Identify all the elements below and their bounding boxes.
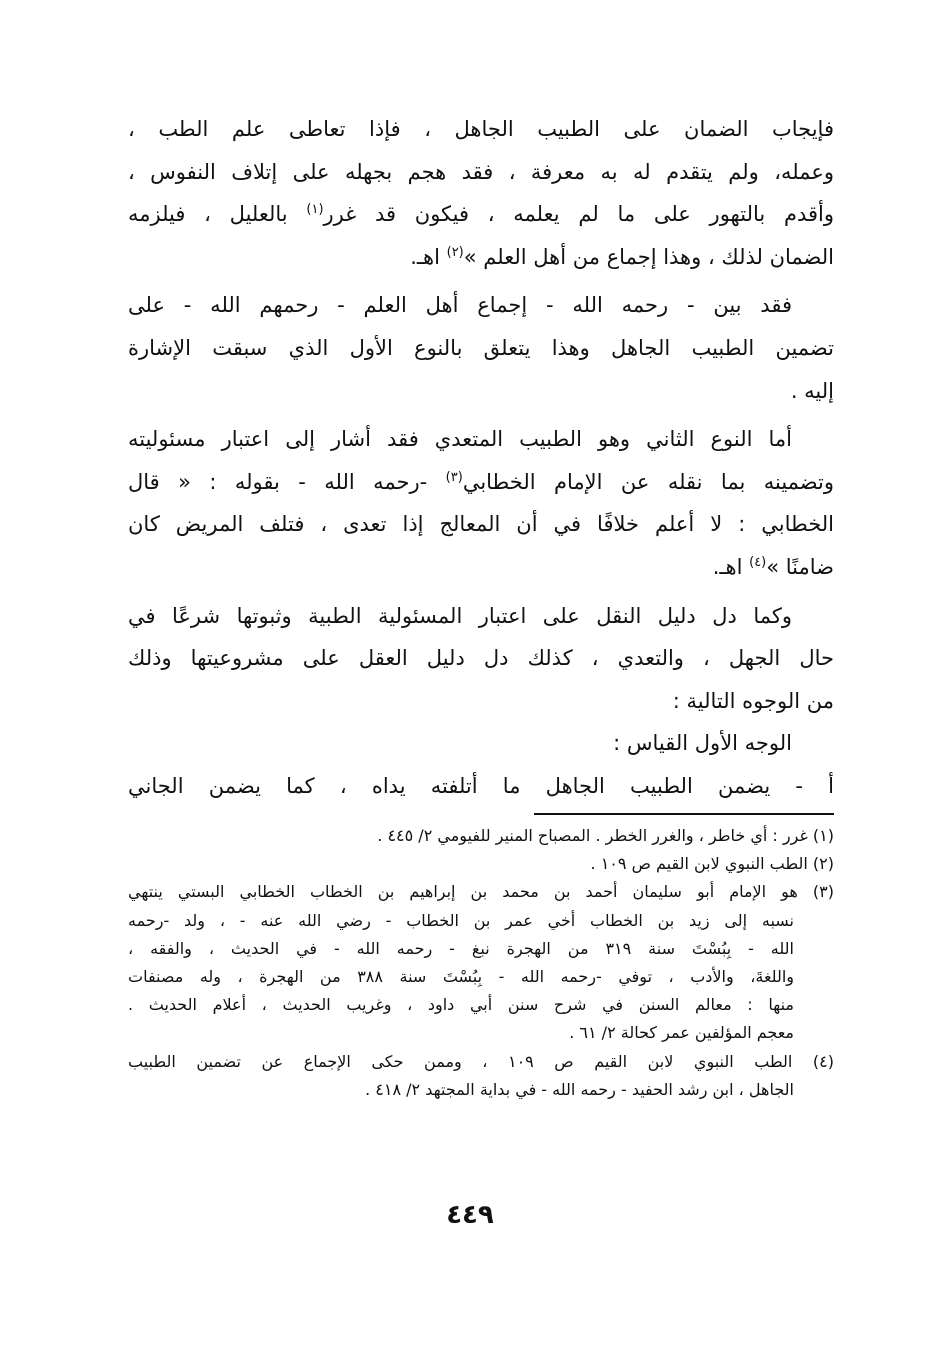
body-line [128, 327, 834, 370]
body-line [128, 680, 834, 723]
body-line-text: تضمين الطبيب الجاهل وهذا يتعلق بالنوع الأول الذي سبقت الإشارة [128, 335, 834, 360]
footnote-line-text: معجم المؤلفين عمر كحالة ٢/ ٦١ . [569, 1023, 794, 1043]
body-line-text: الخطابي : لا أعلم خلافًا في أن المعالج إذا تعدى ، فتلف المريض كان [128, 512, 834, 537]
footnote-line [128, 907, 834, 935]
footnote-line-text: الجاهل ، ابن رشد الحفيد - رحمه الله - في بداية المجتهد ٢/ ٤١٨ . [365, 1079, 794, 1099]
footnote-marker[interactable]: (٢) [446, 244, 464, 260]
footnotes [128, 822, 834, 1104]
footnote-line [128, 935, 834, 963]
footnote-marker[interactable]: (١) [306, 202, 324, 218]
footnote-line [128, 1019, 834, 1047]
body-line-text: وتضمينه بما نقله عن الإمام الخطابي [462, 469, 834, 494]
footnote-line [128, 850, 834, 878]
body-line [128, 461, 834, 504]
body-line [128, 637, 834, 680]
footnote-line [128, 963, 834, 991]
footnote-line-text: (٤) الطب النبوي لابن القيم ص ١٠٩ ، وممن حكى الإجماع عن تضمين الطبيب [128, 1051, 834, 1071]
body-line [128, 418, 834, 461]
body-line-text: إليه . [790, 378, 834, 403]
body-line-text: وكما دل دليل النقل على اعتبار المسئولية الطبية وثبوتها شرعًا في [128, 603, 792, 628]
footnote-separator [534, 813, 834, 815]
footnote-marker[interactable]: (٣) [445, 469, 463, 485]
body-line [128, 151, 834, 194]
body-line [128, 722, 834, 765]
footnote-line [128, 878, 834, 906]
body-line [128, 546, 834, 589]
footnote-line-text: (٢) الطب النبوي لابن القيم ص ١٠٩ . [590, 854, 834, 874]
footnote-line [128, 991, 834, 1019]
body-line [128, 370, 834, 413]
footnote-line-text: واللغةَ، والأدب ، توفي -رحمه الله - بِبُسْتَ سنة ٣٨٨ من الهجرة ، وله مصنفات [128, 967, 795, 987]
body-line-text: ضامنًا » [766, 554, 834, 579]
body-line-continuation: اهـ. [410, 244, 447, 269]
body-line-text: وأقدم بالتهور على ما لم يعلمه ، فيكون قد غرر [323, 202, 834, 227]
body-line-text: أما النوع الثاني وهو الطبيب المتعدي فقد أشار إلى اعتبار مسئوليته [128, 427, 792, 452]
body-line-text: فإيجاب الضمان على الطبيب الجاهل ، فإذا تعاطى علم الطب ، [128, 117, 834, 141]
body-line-continuation: اهـ. [712, 554, 750, 579]
body-line-text: وعمله، ولم يتقدم له به معرفة ، فقد هجم بجهله على إتلاف النفوس ، [128, 159, 834, 184]
footnote-line [128, 822, 834, 850]
footnote-line [128, 1076, 834, 1104]
body-line [128, 284, 834, 327]
body-line-text: أ - يضمن الطبيب الجاهل ما أتلفته يداه ، كما يضمن الجاني [128, 773, 834, 798]
body-line [128, 193, 834, 236]
main-text [128, 108, 834, 808]
body-line-text: فقد بين - رحمه الله - إجماع أهل العلم - رحمهم الله - على [128, 293, 792, 318]
body-line [128, 503, 834, 546]
footnote-marker[interactable]: (٤) [749, 554, 767, 570]
body-line-text: الوجه الأول القياس : [613, 731, 792, 756]
body-line [128, 108, 834, 151]
footnote-line-text: (١) غرر : أي خاطر ، والغرر الخطر . المصباح المنير للفيومي ٢/ ٤٤٥ . [377, 826, 834, 845]
body-line [128, 765, 834, 808]
body-line-text: حال الجهل ، والتعدي ، كذلك دل دليل العقل على مشروعيتها وذلك [128, 646, 834, 671]
footnote-line [128, 1048, 834, 1076]
footnote-line-text: الله - بِبُسْتَ سنة ٣١٩ من الهجرة نبغ - رحمه الله - في الحديث ، والفقه ، [128, 938, 794, 958]
body-line-continuation: -رحمه الله - بقوله : « قال [128, 469, 446, 494]
body-line-text: الضمان لذلك ، وهذا إجماع من أهل العلم » [463, 244, 834, 269]
footnote-line-text: نسبه إلى زيد بن الخطاب أخي عمر بن الخطاب - رضي الله عنه - ، ولد -رحمه [128, 910, 794, 930]
footnote-line-text: (٣) هو الإمام أبو سليمان أحمد بن محمد بن إبراهيم بن الخطاب الخطابي البستي ينتهي [128, 882, 834, 902]
body-line [128, 595, 834, 638]
body-line [128, 236, 834, 279]
page-number: ٤٤٩ [446, 1200, 494, 1230]
footnote-line-text: منها : معالم السنن في شرح سنن أبي داود ، وغريب الحديث ، أعلام الحديث . [128, 995, 794, 1015]
body-line-continuation: بالعليل ، فيلزمه [128, 202, 307, 227]
body-line-text: من الوجوه التالية : [672, 688, 834, 713]
